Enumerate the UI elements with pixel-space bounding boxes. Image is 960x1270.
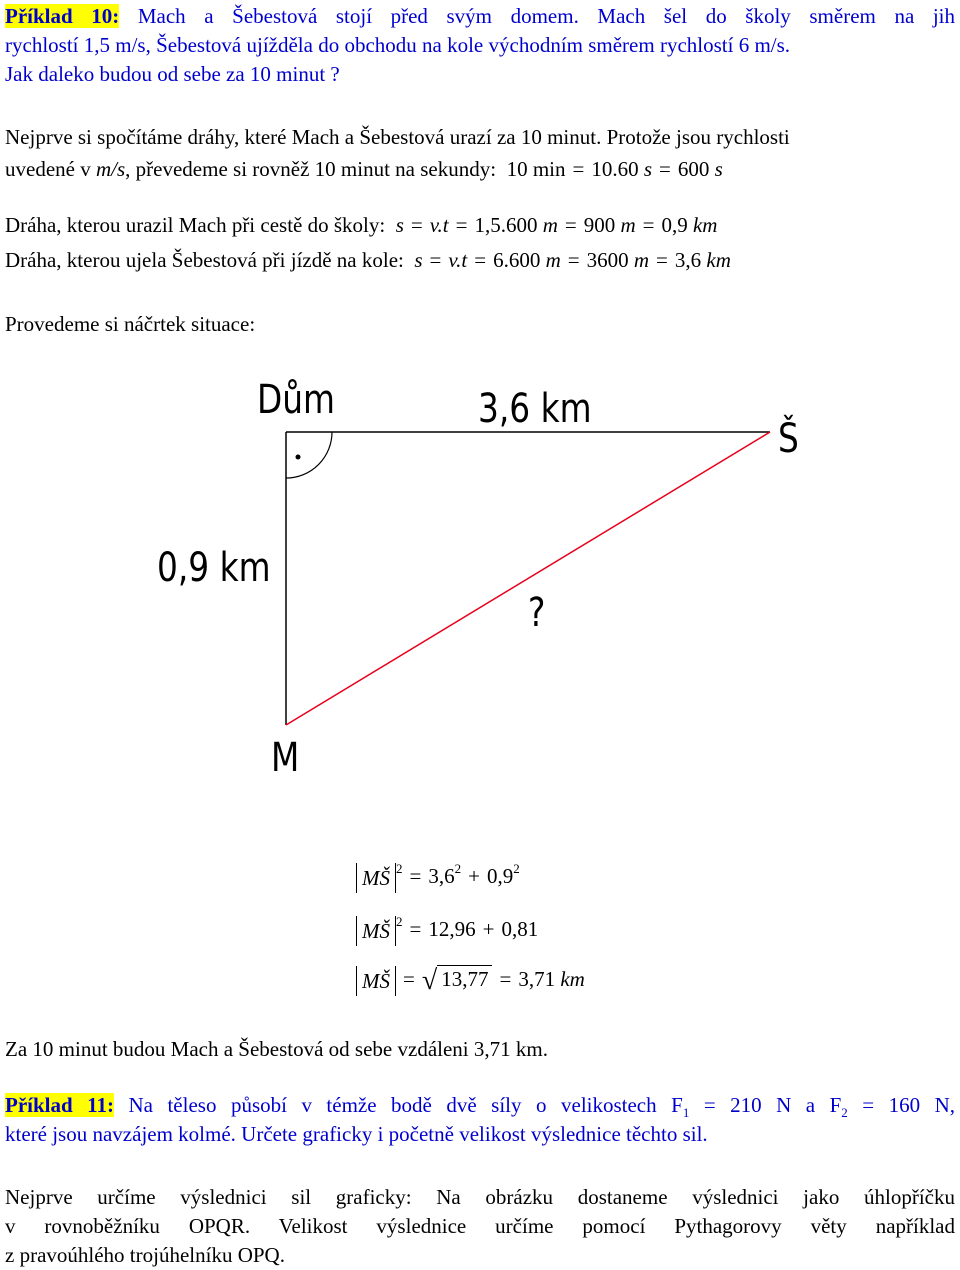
right-angle-mark (286, 432, 332, 478)
example11-label: Příklad 11: (5, 1093, 114, 1117)
label-home: Dům (257, 377, 336, 423)
label-top-length: 3,6 km (478, 386, 592, 432)
example10-label: Příklad 10: (5, 4, 120, 28)
mach-distance-formula: s = v.t = 1,5.600 m = 900 m = 0,9 km (395, 213, 718, 237)
sketch-intro: Provedeme si náčrtek situace: (5, 312, 256, 336)
label-left-length: 0,9 km (157, 545, 271, 591)
equation-2: MŠ $^2$ = 12,96 + 0,81 (356, 915, 538, 946)
conclusion: Za 10 minut budou Mach a Šebestová od sebe vzdáleni 3,71 km. (5, 1037, 548, 1061)
example11-line2: které jsou navzájem kolmé. Určete graficky i početně velikost výslednice těchto sil. (5, 1122, 708, 1146)
home-dot (296, 455, 301, 460)
conversion-formula: 10 min = 10.60 s = 600 s (506, 157, 723, 181)
example10-text1: Mach a Šebestová stojí před svým domem. Mach šel do školy směrem na jih (137, 4, 956, 28)
label-unknown: ? (528, 590, 546, 636)
example11-line1 (5, 1092, 956, 1121)
example10-line3: Jak daleko budou od sebe za 10 minut ? (5, 62, 340, 86)
equation-1: MŠ $^2 = 3,6^2 + 0,9^2$ (356, 862, 520, 893)
solution-para1-line1: Nejprve si spočítáme dráhy, které Mach a Šebestová urazí za 10 minut. Protože jsou rychlosti (5, 125, 790, 149)
unit-ms: m/s (95, 157, 126, 181)
sebestova-distance-text: Dráha, kterou ujela Šebestová při jízdě na kole: (5, 248, 404, 272)
example11-text1: Na těleso působí v témže bodě dvě síly o velikostech $F_1 = 210$ N a $F_2 = 160$ N, (128, 1093, 956, 1121)
label-point-m: M (271, 735, 300, 781)
equation-3: MŠ = √ 13,77 = 3,71 km (356, 965, 585, 996)
sqrt-symbol: √ (421, 965, 438, 996)
sebestova-distance-formula: s = v.t = 6.600 m = 3600 m = 3,6 km (414, 248, 731, 272)
solution-para2-line3: z pravoúhlého trojúhelníku OPQ. (5, 1243, 285, 1267)
solution-para2-line2: v rovnoběžníku OPQR. Velikost výslednice určíme pomocí Pythagorovy věty například (5, 1214, 955, 1238)
triangle-hypotenuse (286, 432, 770, 725)
text-segment: uvedené v (5, 157, 96, 181)
solution-para2-line1: Nejprve určíme výslednici sil graficky: Na obrázku dostaneme výslednici jako úhlopříčku (5, 1185, 955, 1209)
label-point-s: Š (778, 416, 799, 462)
mach-distance-text: Dráha, kterou urazil Mach při cestě do školy: (5, 213, 386, 237)
text-segment: , převedeme si rovněž 10 minut na sekundy: (125, 157, 497, 181)
example10-line2: rychlostí 1,5 m/s, Šebestová ujížděla do obchodu na kole východním směrem rychlostí 6 m/s. (5, 33, 791, 57)
